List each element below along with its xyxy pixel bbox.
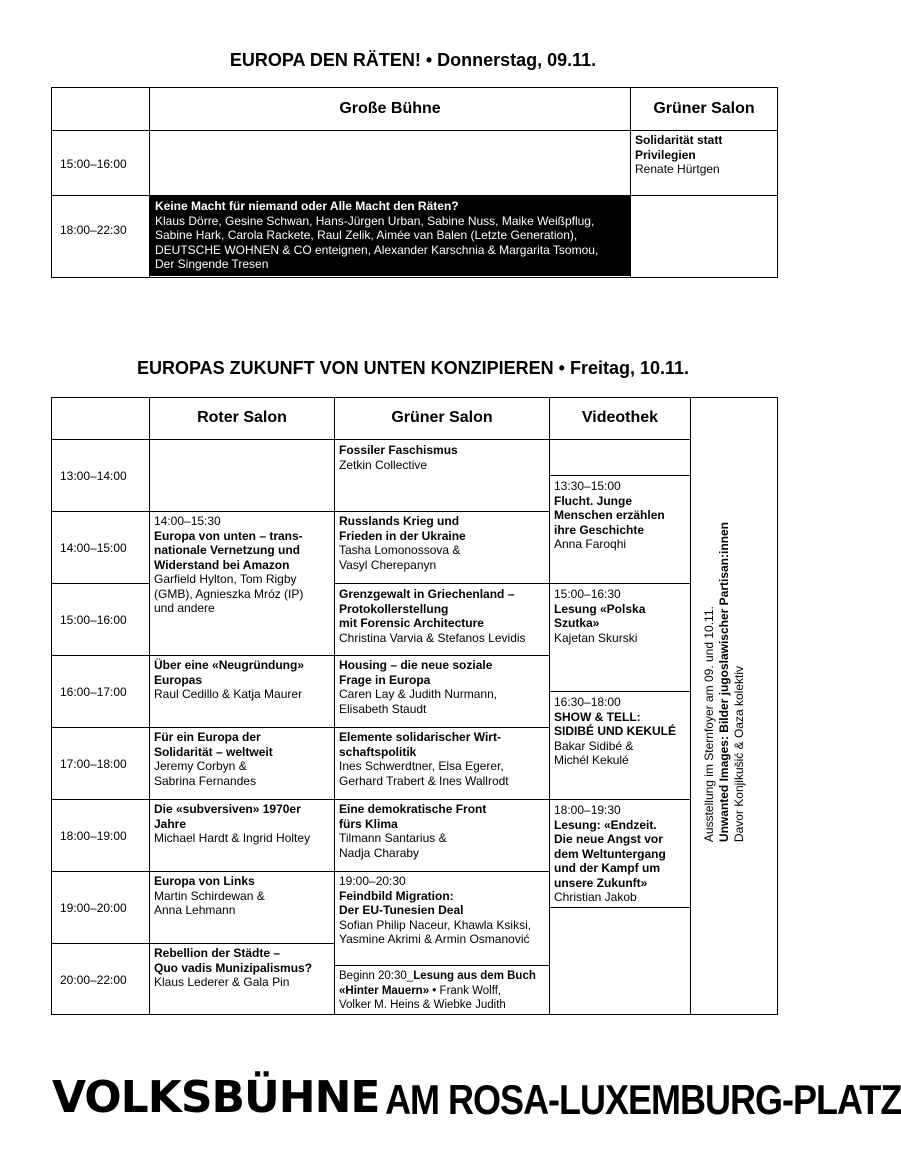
event-russlands-krieg: Russlands Krieg und Frieden in der Ukraine Tasha Lomonossova & Vasyl Cherepanyn [339, 514, 466, 572]
event-solidaritaet-weltweit: Für ein Europa der Solidarität – weltweit Jeremy Corbyn & Sabrina Fernandes [154, 730, 273, 788]
col-grosse-buehne: Große Bühne [339, 100, 441, 117]
event-keine-macht: Keine Macht für niemand oder Alle Macht den Räten? Klaus Dörre, Gesine Schwan, Hans-Jürgen Urban, Sabine Nuss, Maike Weißpflug, Sabine Hark, Carola Rackete, Raul Zelik, Aimée van Balen (Letzte Generation), DEUTSCHE WOHNEN & CO enteignen, Alexander Karschnia & Margarita Tsomou, Der Singende Tresen [150, 196, 631, 276]
time-label: 18:00–19:00 [60, 829, 127, 843]
event-amazon: 14:00–15:30 Europa von unten – trans- nationale Vernetzung und Widerstand bei Amazon Garfield Hylton, Tom Rigby (GMB), Agnieszka Mróz (IP) und andere [154, 514, 304, 615]
event-demokratische-front: Eine demokratische Front fürs Klima Tilmann Santarius & Nadja Charaby [339, 802, 487, 860]
col-gruener-salon: Grüner Salon [653, 100, 755, 117]
event-fossiler-faschismus: Fossiler Faschismus Zetkin Collective [339, 443, 458, 472]
day1-heading: EUROPA DEN RÄTEN! • Donnerstag, 09.11. [229, 50, 597, 70]
time-label: 17:00–18:00 [60, 757, 127, 771]
event-rebellion-staedte: Rebellion der Städte – Quo vadis Munizipalismus? Klaus Lederer & Gala Pin [154, 946, 313, 989]
time-label: 13:00–14:00 [60, 469, 127, 483]
event-polska-szutka: 15:00–16:30 Lesung «Polska Szutka» Kajetan Skurski [554, 587, 646, 645]
col-gruener-salon: Grüner Salon [391, 409, 493, 426]
time-label: 20:00–22:00 [60, 973, 127, 987]
event-flucht: 13:30–15:00 Flucht. Junge Menschen erzählen ihre Geschichte Anna Faroqhi [554, 479, 665, 551]
time-label: 15:00–16:00 [60, 157, 127, 171]
time-label: 14:00–15:00 [60, 541, 127, 555]
time-label: 19:00–20:00 [60, 901, 127, 915]
event-show-and-tell: 16:30–18:00 SHOW & TELL: SIDIBÉ UND KEKULÉ Bakar Sidibé & Michél Kekulé [554, 695, 677, 767]
time-label: 18:00–22:30 [60, 223, 127, 237]
day2-heading: EUROPAS ZUKUNFT VON UNTEN KONZIPIEREN • Freitag, 10.11. [136, 358, 690, 378]
footer-logo [52, 1072, 901, 1123]
exhibit-info: Ausstellung im Sternfoyer am 09. und 10.11. Unwanted Images: Bilder jugoslawischer Partisan:innen Davor Konjikušić & Oaza kolektiv [702, 522, 746, 843]
event-wirtschaftspolitik: Elemente solidarischer Wirt- schaftspolitik Ines Schwerdtner, Elsa Egerer, Gerhard Trabert & Ines Wallrodt [339, 730, 509, 788]
event-solidaritaet: Solidarität statt Privilegien Renate Hürtgen [635, 133, 723, 176]
col-videothek: Videothek [581, 409, 659, 426]
footer-volksbuehne: VOLKSBÜHNE [52, 1072, 380, 1123]
event-endzeit: 18:00–19:30 Lesung: «Endzeit. Die neue Angst vor dem Weltuntergang und der Kampf um unsere Zukunft» Christian Jakob [554, 803, 666, 904]
time-label: 15:00–16:00 [60, 613, 127, 627]
event-grenzgewalt: Grenzgewalt in Griechenland – Protokollerstellung mit Forensic Architecture Christina Varvia & Stefanos Levidis [339, 587, 526, 645]
event-1970er: Die «subversiven» 1970er Jahre Michael Hardt & Ingrid Holtey [154, 802, 311, 845]
event-europa-von-links: Europa von Links Martin Schirdewan & Anna Lehmann [154, 874, 265, 917]
footer-address: AM ROSA-LUXEMBURG-PLATZ [385, 1075, 901, 1123]
time-label: 16:00–17:00 [60, 685, 127, 699]
event-neugruendung: Über eine «Neugründung» Europas Raul Cedillo & Katja Maurer [154, 658, 305, 701]
col-roter-salon: Roter Salon [197, 409, 287, 426]
event-hinter-mauern: Beginn 20:30_Lesung aus dem Buch «Hinter Mauern» • Frank Wolff, Volker M. Heins & Wiebke Judith [339, 970, 536, 1011]
event-feindbild-migration: 19:00–20:30 Feindbild Migration: Der EU-Tunesien Deal Sofian Philip Naceur, Khawla Ksiksi, Yasmine Akrimi & Armin Osmanović [339, 874, 532, 946]
event-housing: Housing – die neue soziale Frage in Europa Caren Lay & Judith Nurmann, Elisabeth Staudt [339, 658, 498, 716]
